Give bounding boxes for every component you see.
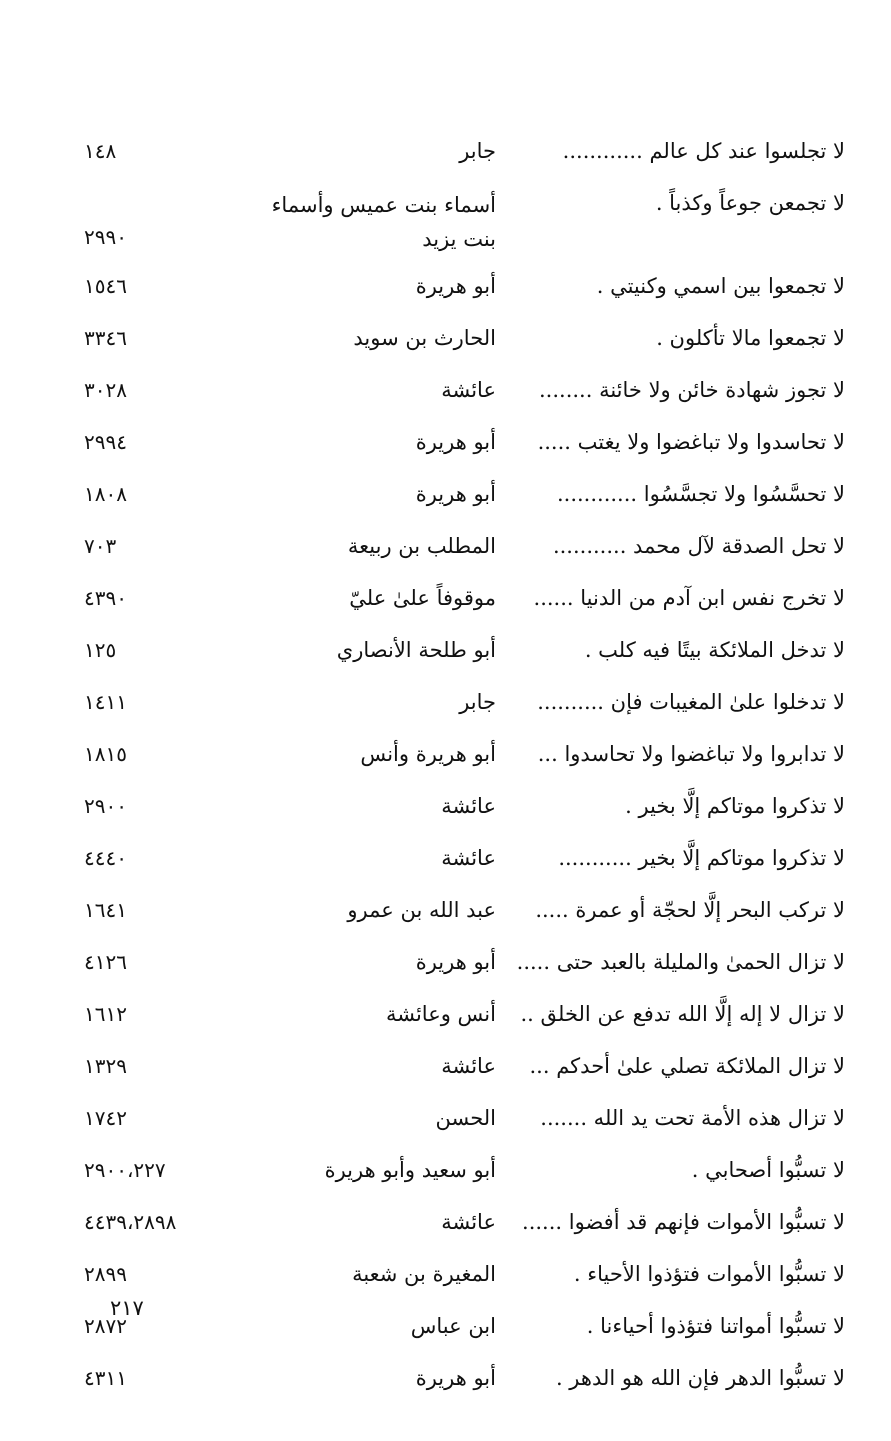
hadith-text: لا تجلسوا عند كل عالم ............ <box>562 139 845 163</box>
index-entry <box>0 887 891 939</box>
hadith-text: لا تزال الحمىٰ والمليلة بالعبد حتى ..... <box>516 950 845 974</box>
hadith-number: ٢٩٩٠ <box>84 225 127 249</box>
narrator-name: جابر <box>459 139 496 163</box>
hadith-number: ٤٤٤٠ <box>84 846 127 870</box>
index-entry <box>0 471 891 523</box>
hadith-number: ٢٨٧٢ <box>84 1314 127 1338</box>
index-entry <box>0 627 891 679</box>
hadith-number: ٢٨٩٩ <box>84 1262 127 1286</box>
narrator-name: عبد الله بن عمرو <box>347 898 496 922</box>
narrator-name: أسماء بنت عميس وأسماء بنت يزيد <box>271 193 496 251</box>
index-entry <box>0 180 891 263</box>
hadith-number: ١٤١١ <box>84 690 127 714</box>
hadith-number: ٣٣٤٦ <box>84 326 127 350</box>
hadith-number: ٢٩٩٤ <box>84 430 127 454</box>
narrator-name: عائشة <box>441 1210 496 1234</box>
hadith-text: لا تزال الملائكة تصلي علىٰ أحدكم ... <box>529 1054 845 1078</box>
hadith-number: ٤١٢٦ <box>84 950 127 974</box>
hadith-number: ١٨١٥ <box>84 742 127 766</box>
index-entry <box>0 315 891 367</box>
hadith-number: ٣٠٢٨ <box>84 378 127 402</box>
hadith-number: ١٣٢٩ <box>84 1054 127 1078</box>
hadith-number: ٢٩٠٠،٢٢٧ <box>84 1158 166 1182</box>
hadith-number: ٤٣٩٠ <box>84 586 127 610</box>
hadith-text: لا تزال لا إله إلَّا الله تدفع عن الخلق .. <box>520 1002 845 1026</box>
index-entry <box>0 679 891 731</box>
hadith-text: لا تذكروا موتاكم إلَّا بخير ........... <box>558 846 845 870</box>
hadith-text: لا تحسَّسُوا ولا تجسَّسُوا ............ <box>556 482 845 506</box>
narrator-name: أبو هريرة وأنس <box>360 742 496 766</box>
hadith-text: لا تسبُّوا الأموات فتؤذوا الأحياء . <box>573 1262 845 1286</box>
hadith-text: لا تدخلوا علىٰ المغيبات فإن .......... <box>537 690 845 714</box>
index-entry <box>0 523 891 575</box>
narrator-name: أبو هريرة <box>415 274 496 298</box>
hadith-number: ١٢٥ <box>84 638 117 662</box>
narrator-name: الحارث بن سويد <box>353 326 496 350</box>
narrator-name: أبو هريرة <box>415 950 496 974</box>
hadith-text: لا تدابروا ولا تباغضوا ولا تحاسدوا ... <box>537 742 845 766</box>
narrator-name: أبو هريرة <box>415 430 496 454</box>
hadith-text: لا تسبُّوا أصحابي . <box>691 1158 845 1182</box>
narrator-name: عائشة <box>441 378 496 402</box>
hadith-text: لا تخرج نفس ابن آدم من الدنيا ...... <box>533 586 845 610</box>
index-entry <box>0 783 891 835</box>
hadith-text: لا تجمعوا مالا تأكلون . <box>656 326 845 350</box>
narrator-name: الحسن <box>435 1106 496 1130</box>
hadith-index-list <box>0 128 891 1407</box>
index-entry <box>0 1355 891 1407</box>
hadith-number: ٤٤٣٩،٢٨٩٨ <box>84 1210 177 1234</box>
hadith-text: لا تحاسدوا ولا تباغضوا ولا يغتب ..... <box>537 430 845 454</box>
narrator-name: جابر <box>459 690 496 714</box>
hadith-text: لا تحل الصدقة لآل محمد ........... <box>552 534 845 558</box>
narrator-name: عائشة <box>441 1054 496 1078</box>
index-entry <box>0 1043 891 1095</box>
page-number: ٢١٧ <box>110 1296 144 1320</box>
hadith-number: ١٤٨ <box>84 139 117 163</box>
index-entry <box>0 939 891 991</box>
narrator-name: أنس وعائشة <box>385 1002 496 1026</box>
index-entry <box>0 1147 891 1199</box>
hadith-number: ٤٣١١ <box>84 1366 127 1390</box>
hadith-text: لا تدخل الملائكة بيتًا فيه كلب . <box>584 638 845 662</box>
index-entry <box>0 835 891 887</box>
hadith-text: لا تسبُّوا الأموات فإنهم قد أفضوا ...... <box>522 1210 845 1234</box>
narrator-name: عائشة <box>441 794 496 818</box>
narrator-name: ابن عباس <box>410 1314 496 1338</box>
narrator-name: أبو سعيد وأبو هريرة <box>324 1158 496 1182</box>
narrator-name: عائشة <box>441 846 496 870</box>
narrator-name: المطلب بن ربيعة <box>347 534 496 558</box>
index-entry <box>0 1095 891 1147</box>
hadith-number: ١٦٤١ <box>84 898 127 922</box>
narrator-name: موقوفاً علىٰ عليّ <box>349 586 496 610</box>
narrator-name: المغيرة بن شعبة <box>352 1262 496 1286</box>
hadith-text: لا تجوز شهادة خائن ولا خائنة ........ <box>539 378 845 402</box>
narrator-name: أبو هريرة <box>415 482 496 506</box>
hadith-text: لا تجمعوا بين اسمي وكنيتي . <box>596 274 845 298</box>
hadith-text: لا تزال هذه الأمة تحت يد الله ....... <box>540 1106 845 1130</box>
narrator-name: أبو طلحة الأنصاري <box>336 638 496 662</box>
index-entry <box>0 419 891 471</box>
hadith-number: ١٥٤٦ <box>84 274 127 298</box>
index-entry <box>0 263 891 315</box>
index-entry <box>0 575 891 627</box>
hadith-number: ١٦١٢ <box>84 1002 127 1026</box>
hadith-text: لا تجمعن جوعاً وكذباً . <box>655 191 845 215</box>
narrator-name: أبو هريرة <box>415 1366 496 1390</box>
hadith-number: ٧٠٣ <box>84 534 117 558</box>
hadith-number: ١٨٠٨ <box>84 482 127 506</box>
hadith-number: ١٧٤٢ <box>84 1106 127 1130</box>
index-entry <box>0 991 891 1043</box>
index-entry <box>0 1199 891 1251</box>
index-entry <box>0 731 891 783</box>
index-entry <box>0 367 891 419</box>
hadith-text: لا تسبُّوا الدهر فإن الله هو الدهر . <box>555 1366 845 1390</box>
hadith-text: لا تذكروا موتاكم إلَّا بخير . <box>625 794 845 818</box>
hadith-number: ٢٩٠٠ <box>84 794 127 818</box>
hadith-text: لا تسبُّوا أمواتنا فتؤذوا أحياءنا . <box>586 1314 845 1338</box>
hadith-text: لا تركب البحر إلَّا لحجّة أو عمرة ..... <box>535 898 845 922</box>
index-entry <box>0 128 891 180</box>
